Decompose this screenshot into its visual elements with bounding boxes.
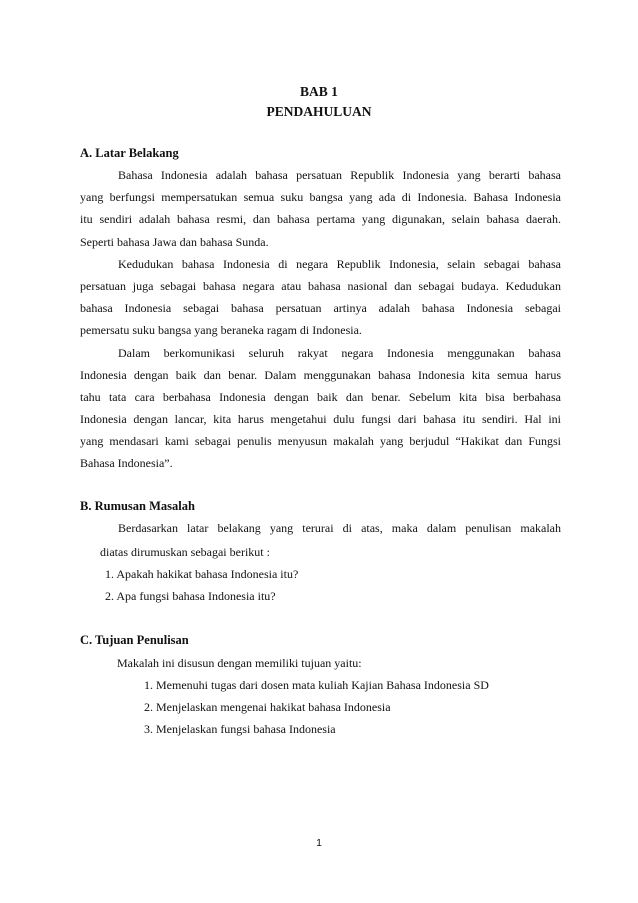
paragraph-line: Indonesia dengan baik dan benar. Dalam menggunakan bahasa Indonesia kita semua harus [80, 368, 561, 382]
paragraph-line: Bahasa Indonesia adalah bahasa persatuan Republik Indonesia yang berarti bahasa [118, 168, 561, 182]
paragraph-line: bahasa Indonesia sebagai bahasa persatuan artinya adalah bahasa Indonesia sebagai [80, 301, 561, 315]
paragraph-line: Berdasarkan latar belakang yang terurai di atas, maka dalam penulisan makalah [118, 521, 561, 535]
paragraph-line: pemersatu suku bangsa yang beraneka ragam di Indonesia. [80, 323, 362, 337]
paragraph-line: Kedudukan bahasa Indonesia di negara Republik Indonesia, selain sebagai bahasa [118, 257, 561, 271]
list-item: 1. Memenuhi tugas dari dosen mata kuliah Kajian Bahasa Indonesia SD [144, 678, 489, 692]
chapter-title: PENDAHULUAN [266, 104, 372, 119]
paragraph-line: Indonesia dengan lancar, kita harus mengetahui dulu fungsi dari bahasa itu sendiri. Hal ini [80, 412, 561, 426]
list-item: 1. Apakah hakikat bahasa Indonesia itu? [105, 567, 299, 581]
paragraph-line: diatas dirumuskan sebagai berikut : [100, 545, 270, 559]
paragraph-line: tahu tata cara berbahasa Indonesia dengan baik dan benar. Sebelum kita bisa berbahasa [80, 390, 561, 404]
paragraph-line: yang berfungsi mempersatukan semua suku bangsa yang ada di Indonesia. Bahasa Indonesia [80, 190, 561, 204]
paragraph-line: Dalam berkomunikasi seluruh rakyat negara Indonesia menggunakan bahasa [118, 346, 561, 360]
paragraph-line: Makalah ini disusun dengan memiliki tujuan yaitu: [117, 656, 362, 670]
paragraph-line: yang mendasari kami sebagai penulis menyusun makalah yang berjudul “Hakikat dan Fungsi [80, 434, 561, 448]
page-number: 1 [316, 837, 322, 849]
paragraph-line: itu sendiri adalah bahasa resmi, dan bahasa pertama yang digunakan, selain bahasa daerah. [80, 212, 561, 226]
section-b-heading: B. Rumusan Masalah [80, 499, 195, 513]
paragraph-line: persatuan juga sebagai bahasa negara atau bahasa nasional dan sebagai budaya. Kedudukan [80, 279, 561, 293]
paragraph-line: Seperti bahasa Jawa dan bahasa Sunda. [80, 235, 269, 249]
list-item: 2. Menjelaskan mengenai hakikat bahasa Indonesia [144, 700, 391, 714]
paragraph-line: Bahasa Indonesia”. [80, 456, 173, 470]
section-c-heading: C. Tujuan Penulisan [80, 633, 189, 647]
chapter-number: BAB 1 [300, 84, 338, 99]
list-item: 2. Apa fungsi bahasa Indonesia itu? [105, 589, 276, 603]
list-item: 3. Menjelaskan fungsi bahasa Indonesia [144, 722, 336, 736]
section-a-heading: A. Latar Belakang [80, 146, 179, 160]
